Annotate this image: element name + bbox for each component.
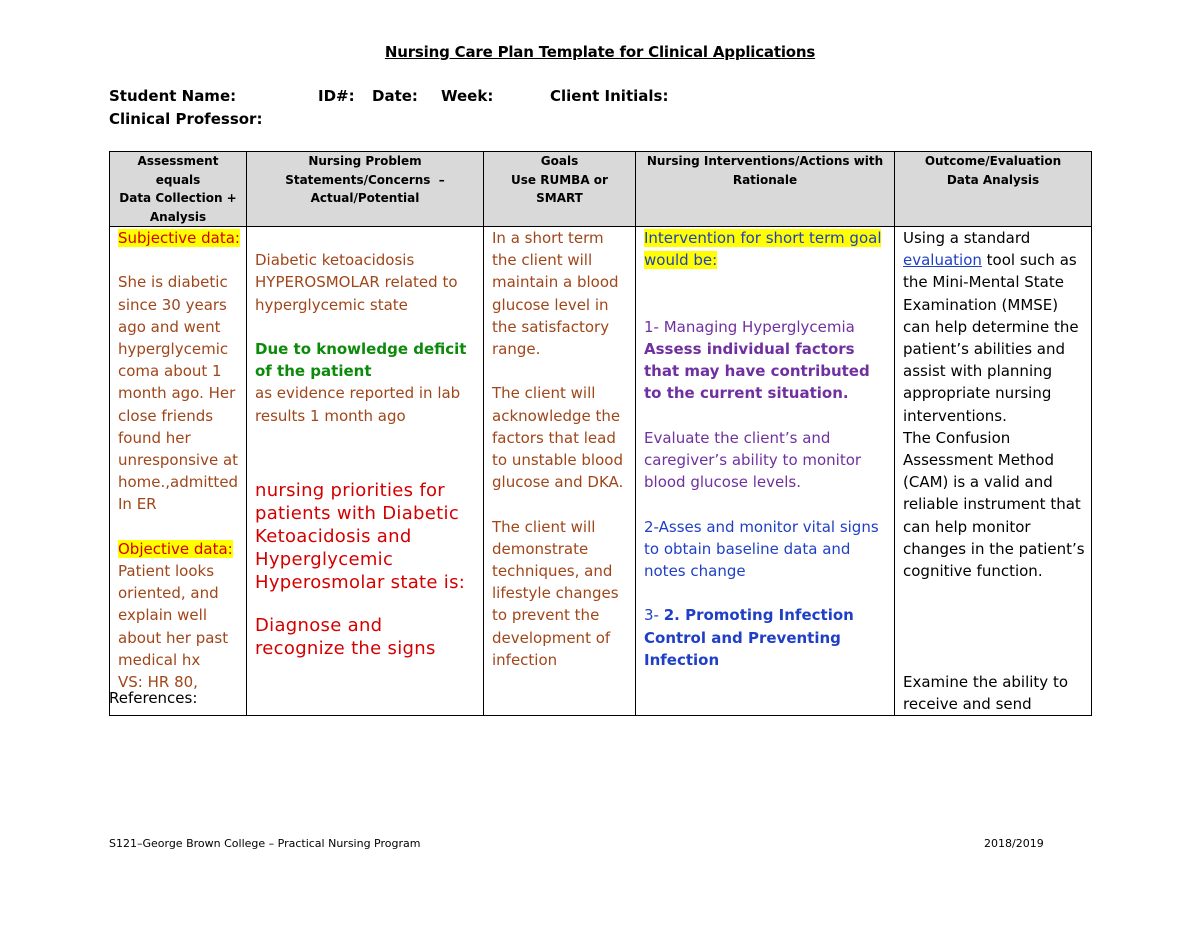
footer-right: 2018/2019 bbox=[984, 837, 1044, 850]
column-header-line: Assessment equals bbox=[137, 154, 219, 187]
id-label: ID#: bbox=[318, 87, 355, 105]
client-initials-label: Client Initials: bbox=[550, 87, 669, 105]
outcome-examine-text: Examine the ability to receive and send bbox=[903, 673, 1069, 714]
intervention-item-1-title: 1- Managing Hyperglycemia bbox=[644, 317, 855, 336]
column-header-problem bbox=[247, 152, 484, 227]
column-header-line: Nursing Interventions/Actions with bbox=[646, 154, 884, 168]
objective-data-label: Objective data: bbox=[118, 539, 233, 558]
outcome-cell bbox=[895, 227, 1092, 716]
column-header-line: Goals bbox=[540, 154, 579, 168]
intervention-item-3-prefix: 3- bbox=[644, 606, 664, 625]
nursing-priorities-text: nursing priorities for patients with Diabetic Ketoacidosis and Hyperglycemic Hyperosmolar state is: bbox=[255, 479, 466, 593]
column-header-interventions bbox=[636, 152, 895, 227]
date-label: Date: bbox=[372, 87, 418, 105]
week-label: Week: bbox=[441, 87, 494, 105]
document-title: Nursing Care Plan Template for Clinical Applications bbox=[384, 43, 816, 61]
footer-left: S121–George Brown College – Practical Nursing Program bbox=[109, 837, 421, 850]
objective-data-text: Patient looks oriented, and explain well about her past medical hx bbox=[118, 562, 229, 669]
subjective-data-label: Subjective data: bbox=[118, 229, 240, 247]
column-header-line: Data Collection + bbox=[119, 191, 237, 205]
subjective-data-text: She is diabetic since 30 years ago and went hyperglycemic coma about 1 month ago. Her close friends found her unresponsive at home.,admitted In ER bbox=[118, 273, 239, 514]
acknowledge-goal-text: The client will acknowledge the factors that lead to unstable blood glucose and DKA. bbox=[492, 384, 624, 492]
intervention-heading: Intervention for short term goal would be: bbox=[644, 229, 882, 270]
short-term-goal-text: In a short term the client will maintain a blood glucose level in the satisfactory range. bbox=[492, 229, 619, 359]
diagnosis-text: Diabetic ketoacidosis HYPEROSMOLAR related to hyperglycemic state bbox=[255, 251, 458, 314]
demonstrate-goal-text: The client will demonstrate techniques, and lifestyle changes to prevent the development of infection bbox=[492, 517, 619, 669]
column-header-assessment bbox=[110, 152, 247, 227]
column-header-line: Nursing Problem bbox=[308, 154, 422, 168]
assessment-cell bbox=[110, 227, 247, 716]
clinical-professor-label: Clinical Professor: bbox=[109, 110, 263, 128]
table-row bbox=[110, 227, 1092, 716]
outcome-mmse-text: tool such as the Mini-Mental State Examination (MMSE) can help determine the patient’s abilities and assist with planning appropriate nursing interventions. bbox=[903, 251, 1079, 425]
problem-cell bbox=[247, 227, 484, 716]
care-plan-table bbox=[109, 151, 1092, 716]
intervention-item-2: 2-Asses and monitor vital signs to obtain baseline data and notes change bbox=[644, 517, 879, 580]
column-header-line: Analysis bbox=[149, 209, 207, 224]
due-to-text: Due to knowledge deficit of the patient bbox=[255, 339, 467, 381]
column-header-line: Statements/Concerns – bbox=[285, 172, 445, 187]
goals-cell bbox=[484, 227, 636, 716]
interventions-cell bbox=[636, 227, 895, 716]
column-header-outcome bbox=[895, 152, 1092, 227]
intervention-item-1-eval: Evaluate the client’s and caregiver’s ability to monitor blood glucose levels. bbox=[644, 428, 862, 492]
column-header-goals bbox=[484, 152, 636, 227]
column-header-line: Data Analysis bbox=[946, 172, 1040, 187]
outcome-cam-text: The Confusion Assessment Method (CAM) is a valid and reliable instrument that can help monitor changes in the patient’s cognitive function. bbox=[903, 428, 1085, 581]
intervention-item-1-body: Assess individual factors that may have contributed to the current situation. bbox=[644, 339, 870, 403]
column-header-line: Outcome/Evaluation bbox=[924, 154, 1062, 168]
references-label: References: bbox=[109, 689, 198, 707]
diagnose-signs-text: Diagnose and recognize the signs bbox=[255, 614, 436, 659]
vital-signs-text: VS: HR 80, bbox=[118, 673, 198, 692]
evidence-text: as evidence reported in lab results 1 month ago bbox=[255, 384, 461, 425]
column-header-line: Rationale bbox=[732, 172, 798, 187]
column-header-line: Use RUMBA or bbox=[511, 172, 608, 187]
table-header-row bbox=[110, 152, 1092, 227]
column-header-line: Actual/Potential bbox=[310, 191, 420, 205]
intervention-item-3: 2. Promoting Infection Control and Preventing Infection bbox=[644, 606, 854, 669]
evaluation-link[interactable]: evaluation bbox=[903, 251, 982, 270]
outcome-intro: Using a standard bbox=[903, 229, 1031, 247]
student-name-label: Student Name: bbox=[109, 87, 237, 105]
column-header-line: SMART bbox=[536, 191, 583, 205]
